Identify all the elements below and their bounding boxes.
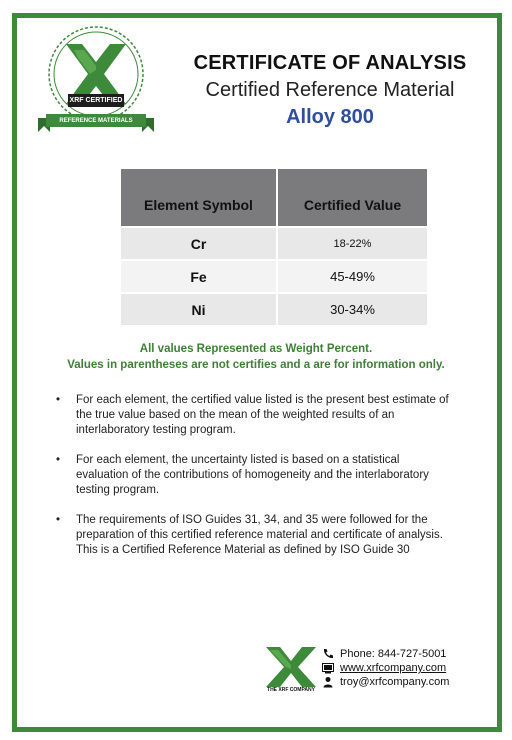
web-icon bbox=[322, 662, 334, 674]
certificate-subtitle: Certified Reference Material bbox=[205, 79, 455, 101]
column-header-element-symbol: Element Symbol bbox=[121, 169, 277, 227]
title-block bbox=[190, 52, 470, 129]
bullet-text: The requirements of ISO Guides 31, 34, and 35 were followed for the preparation of this certified reference material and certificate of analysis. This is a Certified Reference Material as defined by ISO Guide 30 bbox=[76, 514, 443, 556]
element-symbol-cell: Ni bbox=[121, 293, 277, 325]
contact-phone bbox=[322, 647, 449, 661]
xrf-company-logo bbox=[260, 645, 322, 697]
contact-email bbox=[322, 675, 449, 689]
certificate-title: CERTIFICATE OF ANALYSIS bbox=[193, 52, 467, 74]
table-row bbox=[121, 293, 427, 325]
footer-logo-text: THE XRF COMPANY bbox=[267, 687, 315, 693]
list-item bbox=[52, 513, 452, 558]
table-header-row bbox=[121, 169, 427, 227]
phone-text: Phone: 844-727-5001 bbox=[340, 648, 447, 660]
bullet-glyph: • bbox=[56, 394, 61, 406]
certified-value-cell: 30-34% bbox=[277, 293, 427, 325]
bullet-text: For each element, the uncertainty listed is based on a statistical evaluation of the contributions of homogeneity and the interlaboratory testing program. bbox=[76, 454, 429, 496]
certified-value-cell: 18-22% bbox=[277, 227, 427, 260]
note-parentheses: Values in parentheses are not certifies and a are for information only. bbox=[67, 359, 445, 371]
notes bbox=[60, 341, 452, 373]
certified-values-table bbox=[121, 169, 427, 325]
seal-brand-text: XRF CERTIFIED bbox=[69, 97, 123, 104]
bullet-glyph: • bbox=[56, 514, 61, 526]
bullet-text: For each element, the certified value listed is the present best estimate of the true value based on the mean of the weighted results of an interlaboratory testing program. bbox=[76, 394, 449, 436]
person-icon bbox=[322, 676, 334, 688]
xrf-certified-seal bbox=[34, 22, 158, 140]
element-symbol-cell: Cr bbox=[121, 227, 277, 260]
note-weight-percent: All values Represented as Weight Percent. bbox=[139, 343, 373, 355]
email-text[interactable]: troy@xrfcompany.com bbox=[340, 676, 450, 688]
bullet-list bbox=[52, 393, 452, 573]
list-item bbox=[52, 453, 452, 498]
certified-value-cell: 45-49% bbox=[277, 260, 427, 293]
phone-icon bbox=[322, 648, 334, 660]
element-symbol-cell: Fe bbox=[121, 260, 277, 293]
contact-website bbox=[322, 661, 449, 675]
contact-info bbox=[322, 647, 449, 689]
list-item bbox=[52, 393, 452, 438]
seal-ribbon-text: REFERENCE MATERIALS bbox=[59, 118, 133, 124]
material-name: Alloy 800 bbox=[286, 106, 374, 128]
website-link[interactable]: www.xrfcompany.com bbox=[340, 662, 447, 674]
table-row bbox=[121, 227, 427, 260]
column-header-certified-value: Certified Value bbox=[277, 169, 427, 227]
table-row bbox=[121, 260, 427, 293]
bullet-glyph: • bbox=[56, 454, 61, 466]
